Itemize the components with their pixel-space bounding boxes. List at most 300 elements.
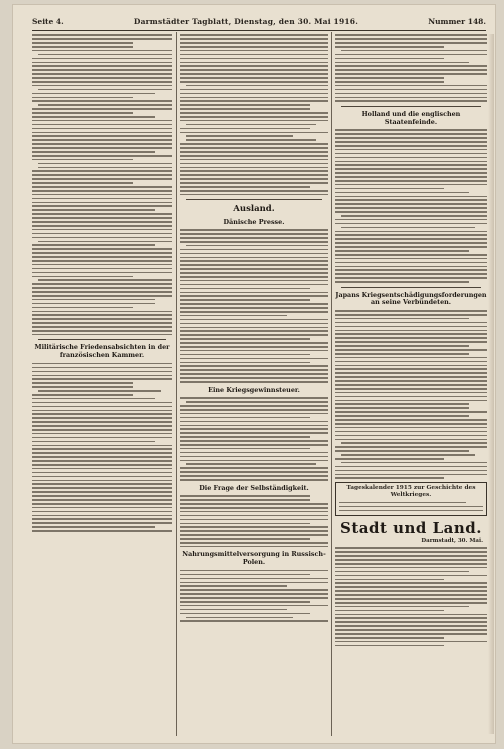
text-line [341, 442, 487, 444]
text-line [32, 452, 172, 454]
text-line [335, 161, 487, 163]
text-line [180, 284, 328, 286]
text-line [32, 468, 172, 470]
text-line [335, 368, 487, 370]
text-line [180, 526, 328, 528]
text-line [32, 108, 172, 110]
text-line [32, 394, 133, 396]
text-line [180, 342, 328, 344]
text-line [180, 593, 328, 595]
text-line [335, 314, 487, 316]
article-text [180, 397, 328, 480]
text-line [32, 417, 172, 419]
text-line [335, 586, 487, 588]
text-line [186, 85, 328, 87]
text-line [335, 598, 487, 600]
text-line [335, 427, 487, 429]
text-line [32, 283, 172, 285]
text-line [335, 567, 487, 569]
text-line [335, 341, 487, 343]
text-line [335, 81, 444, 83]
text-line [335, 231, 487, 233]
text-line [335, 172, 487, 174]
text-line [335, 625, 487, 627]
text-line [32, 445, 172, 447]
text-line [180, 132, 328, 134]
text-line [32, 93, 155, 95]
text-line [32, 264, 172, 266]
text-line [335, 330, 487, 332]
text-line [335, 238, 487, 240]
text-line [32, 499, 172, 501]
text-line [335, 129, 487, 131]
text-line [32, 151, 155, 153]
text-line [335, 617, 487, 619]
article-text [180, 34, 328, 195]
column-2 [180, 32, 328, 738]
text-line [335, 415, 469, 417]
text-line [335, 69, 487, 71]
text-line [32, 433, 172, 435]
text-line [32, 515, 172, 517]
text-line [335, 326, 487, 328]
page-header [32, 14, 486, 31]
text-line [335, 633, 487, 635]
calendar-box-title: Tageskalender 1915 zur Geschichte des Weltkrieges. [346, 485, 476, 499]
text-line [180, 460, 328, 462]
text-line [32, 322, 172, 324]
text-line [32, 229, 172, 231]
text-line [335, 645, 444, 647]
text-line [32, 480, 172, 482]
text-line [180, 272, 328, 274]
newspaper-page [12, 4, 496, 744]
text-line [335, 266, 487, 268]
text-line [32, 50, 172, 52]
text-line [180, 34, 328, 36]
text-line [335, 384, 487, 386]
text-line [32, 143, 172, 145]
text-line [335, 474, 487, 476]
article-heading: Eine Kriegsgewinnsteuer. [208, 385, 300, 394]
text-line [180, 292, 328, 294]
text-line [180, 143, 328, 145]
text-line [180, 570, 328, 572]
text-line [32, 147, 172, 149]
text-line [180, 241, 328, 243]
text-line [335, 606, 469, 608]
text-line [180, 530, 328, 532]
article-text [32, 363, 172, 532]
text-line [335, 207, 487, 209]
text-line [32, 128, 172, 130]
text-line [180, 249, 328, 251]
text-line [180, 104, 310, 106]
article-heading: Die Frage der Selbständigkeit. [199, 483, 309, 492]
text-line [180, 260, 328, 262]
text-line [335, 258, 487, 260]
text-line [180, 257, 328, 259]
text-line [335, 176, 487, 178]
text-line [32, 311, 172, 313]
text-line [180, 578, 328, 580]
text-line [186, 124, 316, 126]
masthead-line: Darmstädter Tagblatt, Dienstag, den 30. Mai 1916. [133, 16, 359, 26]
text-line [32, 295, 172, 297]
text-line [32, 371, 172, 373]
text-line [32, 209, 155, 211]
text-line [32, 378, 172, 380]
text-line [335, 62, 469, 64]
text-line [335, 365, 487, 367]
text-line [32, 334, 172, 336]
article-heading: Japans Kriegsentschädigungsforderungen an seine Verbündeten. [335, 290, 487, 307]
text-line [32, 406, 172, 408]
text-line [180, 358, 328, 360]
text-line [180, 511, 328, 513]
text-line [180, 499, 310, 501]
text-line [32, 159, 133, 161]
column-rule [176, 32, 177, 736]
text-line [180, 377, 328, 379]
text-line [335, 192, 469, 194]
text-line [180, 319, 328, 321]
text-line [32, 139, 172, 141]
text-line [32, 437, 172, 439]
text-line [335, 571, 469, 573]
text-line [180, 597, 328, 599]
text-line [335, 73, 487, 75]
column-rule [331, 32, 332, 736]
text-line [32, 62, 172, 64]
text-line [32, 303, 155, 305]
text-line [335, 133, 487, 135]
text-line [32, 221, 172, 223]
text-line [180, 589, 328, 591]
text-line [335, 77, 444, 79]
text-line [180, 307, 328, 309]
text-line [180, 120, 328, 122]
text-line [335, 242, 487, 244]
text-line [32, 65, 172, 67]
divider [341, 287, 481, 288]
text-line [32, 398, 155, 400]
text-line [32, 260, 172, 262]
text-line [32, 526, 155, 528]
text-line [180, 128, 310, 130]
text-line [335, 46, 444, 48]
divider [38, 339, 166, 340]
text-line [32, 476, 172, 478]
text-line [335, 361, 487, 363]
text-line [335, 555, 487, 557]
text-line [335, 353, 469, 355]
text-line [32, 307, 133, 309]
divider [186, 199, 322, 200]
text-line [180, 54, 328, 56]
text-line [180, 373, 328, 375]
text-line [32, 425, 172, 427]
text-line [339, 502, 466, 504]
text-line [335, 54, 487, 56]
text-line [32, 182, 133, 184]
text-line [32, 375, 172, 377]
text-line [180, 448, 310, 450]
text-line [335, 582, 487, 584]
text-line [335, 392, 487, 394]
text-line [186, 401, 328, 403]
text-line [180, 519, 328, 521]
text-line [335, 168, 487, 170]
text-line [180, 421, 328, 423]
text-line [180, 397, 328, 399]
text-line [335, 376, 487, 378]
text-line [180, 413, 328, 415]
text-line [335, 450, 469, 452]
text-line [180, 471, 328, 473]
text-line [335, 431, 487, 433]
text-line [335, 466, 487, 468]
text-line [180, 417, 310, 419]
text-line [180, 42, 328, 44]
calendar-box [335, 482, 487, 516]
text-line [180, 151, 328, 153]
text-line [180, 338, 310, 340]
text-line [335, 458, 444, 460]
text-line [335, 65, 487, 67]
text-line [180, 58, 328, 60]
text-line [335, 563, 487, 565]
text-line [180, 50, 328, 52]
text-line [32, 198, 172, 200]
text-line [32, 116, 155, 118]
text-line [32, 233, 172, 235]
text-line [32, 330, 172, 332]
text-line [32, 268, 172, 270]
text-line [32, 456, 172, 458]
text-line [180, 330, 328, 332]
text-line [180, 436, 310, 438]
text-line [180, 159, 328, 161]
text-line [335, 141, 487, 143]
text-line [180, 155, 328, 157]
article-text [32, 34, 172, 335]
text-line [180, 515, 328, 517]
text-line [335, 435, 487, 437]
text-line [180, 295, 328, 297]
text-line [186, 617, 293, 619]
text-line [32, 410, 172, 412]
text-line [32, 186, 172, 188]
text-line [335, 419, 487, 421]
text-line [180, 93, 328, 95]
text-line [180, 280, 328, 282]
text-line [186, 139, 316, 141]
text-line [180, 268, 328, 270]
text-line [32, 314, 172, 316]
text-line [32, 530, 172, 532]
text-line [32, 367, 172, 369]
article-text [180, 495, 328, 547]
text-line [180, 315, 287, 317]
text-line [38, 89, 172, 91]
text-line [32, 495, 172, 497]
text-line [32, 413, 172, 415]
text-line [335, 551, 487, 553]
text-line [335, 310, 487, 312]
text-line [335, 89, 487, 91]
text-line [32, 429, 172, 431]
page-shadow [488, 34, 494, 734]
text-line [180, 174, 328, 176]
text-line [335, 219, 487, 221]
article-text [180, 570, 328, 622]
text-line [32, 42, 133, 44]
text-line [180, 601, 310, 603]
text-line [335, 269, 487, 271]
text-line [180, 62, 328, 64]
divider [341, 106, 481, 107]
text-line [180, 365, 328, 367]
text-line [180, 582, 328, 584]
text-line [180, 327, 328, 329]
text-line [180, 170, 328, 172]
text-line [180, 538, 310, 540]
text-line [180, 534, 328, 536]
text-line [180, 452, 328, 454]
text-line [32, 100, 172, 102]
text-line [180, 507, 328, 509]
text-line [32, 170, 172, 172]
text-line [335, 100, 487, 102]
text-line [335, 470, 487, 472]
text-line [341, 454, 475, 456]
text-line [180, 97, 328, 99]
text-line [32, 135, 172, 137]
text-line [32, 217, 172, 219]
article-text [335, 129, 487, 282]
text-line [180, 147, 328, 149]
text-line [38, 241, 172, 243]
section-heading: Ausland. [233, 204, 275, 215]
text-line [38, 167, 172, 169]
text-line [32, 202, 172, 204]
text-line [180, 112, 328, 114]
text-line [180, 523, 310, 525]
text-line [180, 276, 328, 278]
text-line [32, 272, 172, 274]
text-line [180, 546, 328, 548]
text-line [180, 609, 287, 611]
text-line [180, 369, 328, 371]
text-line [180, 89, 328, 91]
text-line [38, 104, 172, 106]
text-line [180, 311, 328, 313]
text-line [335, 621, 487, 623]
text-line [335, 637, 444, 639]
text-line [180, 237, 328, 239]
article-subheading: Dänische Presse. [223, 217, 285, 226]
section-heading: Stadt und Land. [339, 519, 483, 538]
text-line [335, 234, 487, 236]
text-line [180, 229, 328, 231]
text-line [180, 475, 328, 477]
text-line [180, 350, 328, 352]
text-line [32, 85, 172, 87]
text-line [32, 205, 172, 207]
text-line [335, 547, 487, 549]
text-line [32, 363, 172, 365]
text-line [335, 203, 487, 205]
text-line [335, 250, 469, 252]
text-line [180, 354, 310, 356]
text-line [32, 244, 155, 246]
text-line [335, 153, 487, 155]
text-line [180, 409, 328, 411]
article-text [335, 547, 487, 646]
text-line [38, 54, 172, 56]
text-line [335, 149, 487, 151]
text-line [180, 495, 310, 497]
text-line [180, 167, 328, 169]
text-line [335, 388, 487, 390]
text-line [335, 345, 469, 347]
article-heading: Nahrungsmittelversorgung in Russisch-Polen. [182, 550, 326, 567]
text-line [32, 174, 172, 176]
text-line [180, 405, 328, 407]
text-line [341, 215, 487, 217]
article-heading: Holland und die englischen Staatenfeinde. [361, 110, 461, 126]
text-line [32, 38, 172, 40]
text-line [335, 641, 487, 643]
text-line [180, 456, 328, 458]
text-line [335, 477, 444, 479]
text-line [32, 386, 133, 388]
text-line [335, 411, 487, 413]
text-line [335, 137, 487, 139]
text-line [32, 326, 172, 328]
text-line [339, 506, 483, 508]
text-line [32, 77, 172, 79]
text-line [180, 432, 328, 434]
text-line [335, 38, 487, 40]
text-line [335, 93, 487, 95]
page-number: Seite 4. [32, 16, 64, 26]
text-line [180, 605, 328, 607]
text-line [335, 400, 487, 402]
text-line [335, 579, 444, 581]
article-heading: Militärische Friedensabsichten in der französischen Kammer. [34, 343, 170, 360]
text-line [32, 248, 172, 250]
text-line [180, 100, 328, 102]
text-line [180, 428, 328, 430]
text-line [335, 164, 487, 166]
text-line [335, 199, 487, 201]
text-line [180, 542, 328, 544]
column-3 [335, 32, 487, 738]
text-line [335, 575, 487, 577]
text-line [180, 190, 328, 192]
text-line [32, 382, 133, 384]
text-line [180, 620, 328, 622]
text-line [32, 522, 172, 524]
text-line [335, 262, 487, 264]
text-line [32, 81, 172, 83]
text-line [335, 439, 487, 441]
text-line [32, 441, 155, 443]
text-line [180, 440, 328, 442]
text-line [186, 245, 328, 247]
